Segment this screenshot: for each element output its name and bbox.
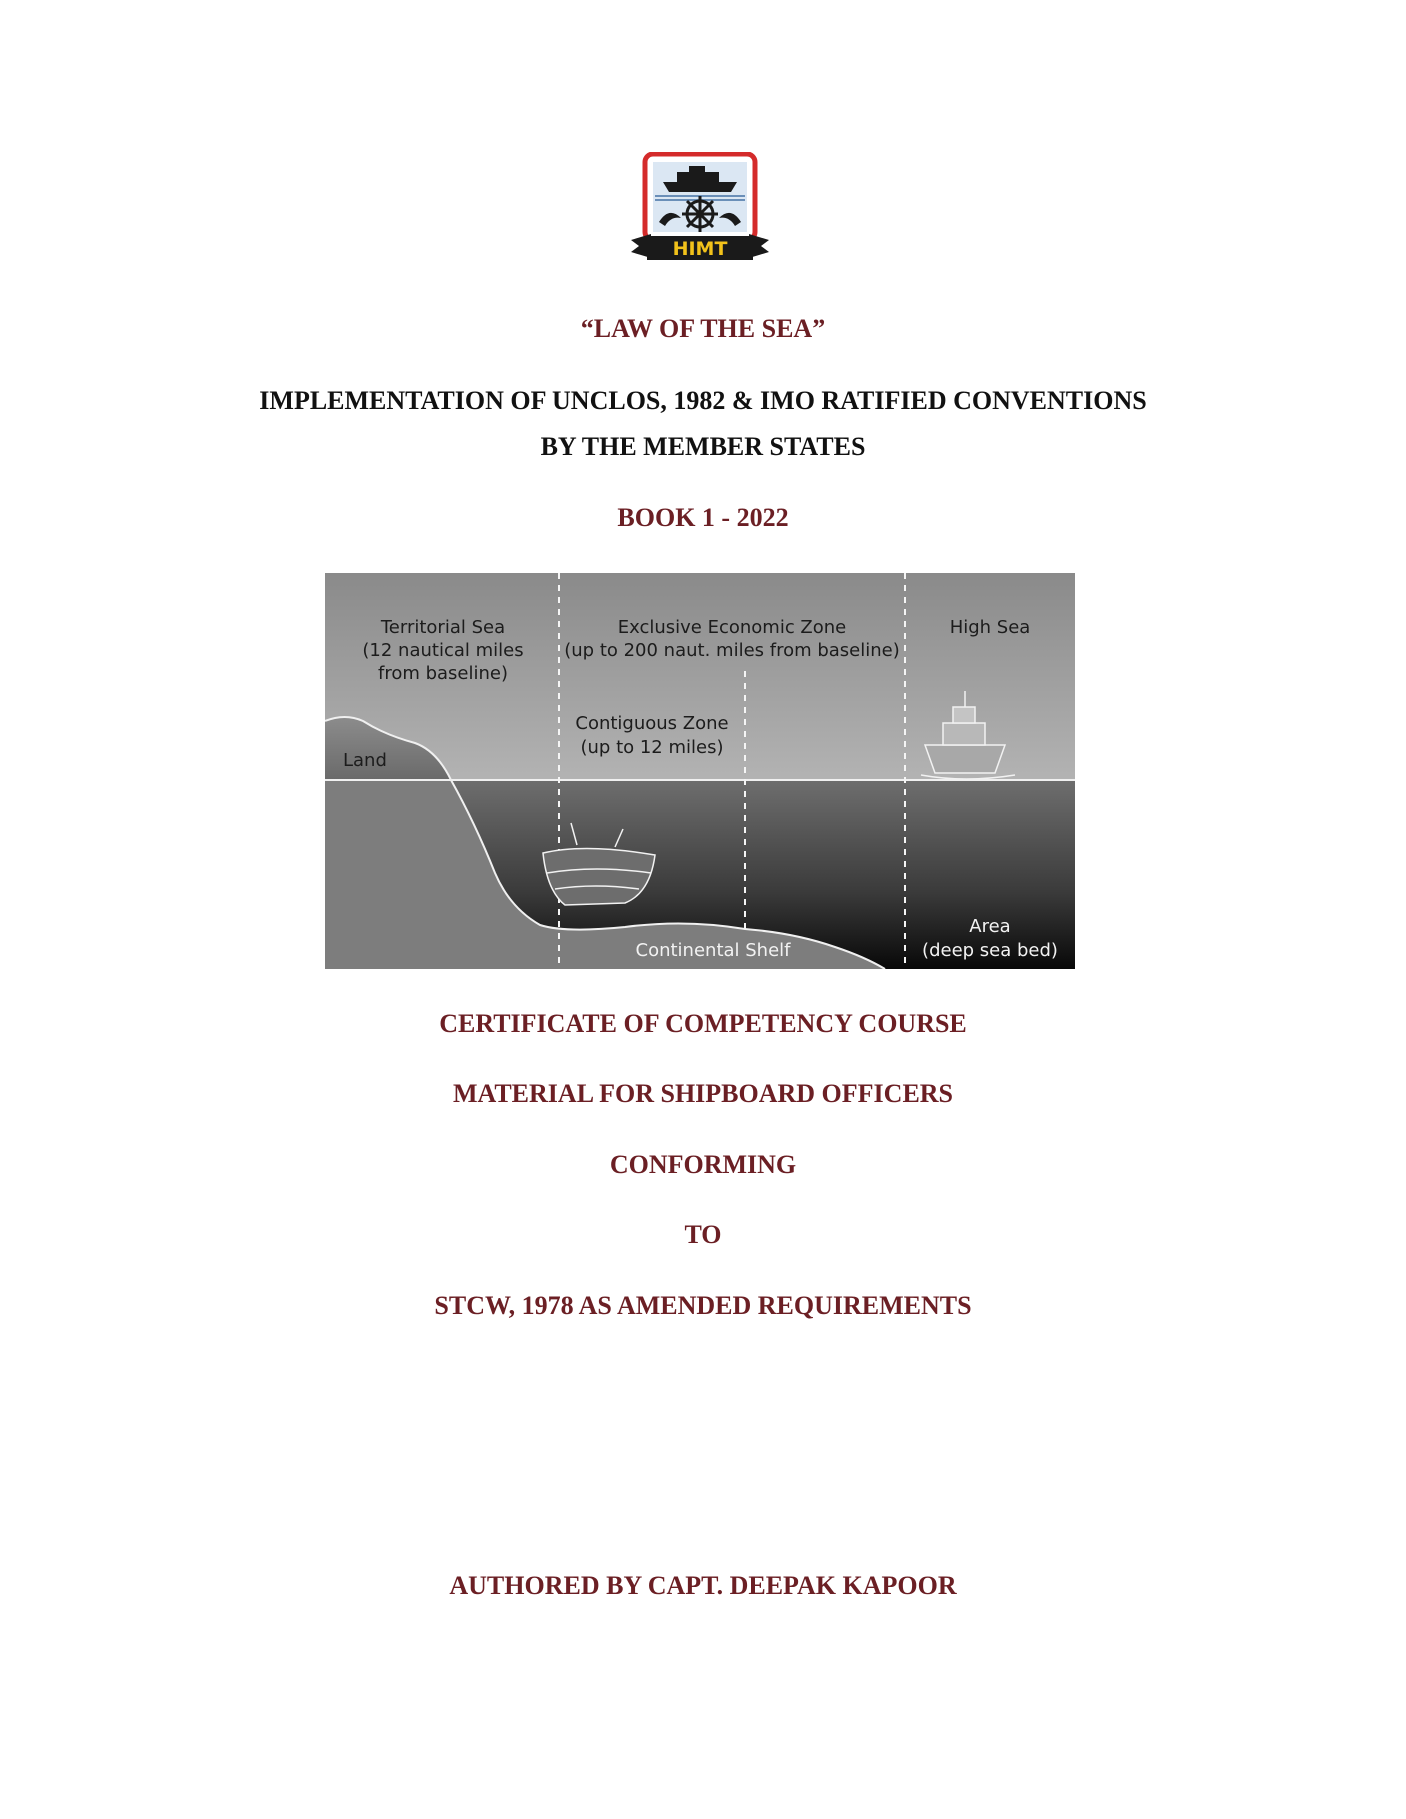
- maritime-zones-diagram: [325, 573, 1075, 969]
- course-line-5: STCW, 1978 AS AMENDED REQUIREMENTS: [434, 1291, 972, 1320]
- continental-shelf-label: Continental Shelf: [635, 940, 791, 961]
- himt-logo-icon: [629, 152, 771, 264]
- document-title: “LAW OF THE SEA”: [580, 314, 826, 343]
- contiguous-zone-detail: (up to 12 miles): [580, 737, 724, 758]
- territorial-sea-detail-2: from baseline): [377, 663, 509, 684]
- course-line-2: MATERIAL FOR SHIPBOARD OFFICERS: [452, 1079, 954, 1108]
- eez-detail: (up to 200 naut. miles from baseline): [564, 640, 900, 661]
- territorial-sea-label: Territorial Sea: [380, 617, 506, 638]
- subtitle-line-2: BY THE MEMBER STATES: [540, 432, 866, 461]
- course-line-4: TO: [684, 1220, 722, 1249]
- book-edition: BOOK 1 - 2022: [617, 503, 789, 532]
- land-label: Land: [343, 750, 387, 771]
- subtitle-line-1: IMPLEMENTATION OF UNCLOS, 1982 & IMO RATIFIED CONVENTIONS: [259, 386, 1147, 415]
- area-label: Area: [969, 916, 1011, 937]
- svg-text:HIMT: HIMT: [672, 238, 728, 260]
- high-sea-label: High Sea: [949, 617, 1031, 638]
- course-line-3: CONFORMING: [609, 1150, 797, 1179]
- contiguous-zone-label: Contiguous Zone: [575, 713, 729, 734]
- eez-label: Exclusive Economic Zone: [617, 617, 847, 638]
- author-line: AUTHORED BY CAPT. DEEPAK KAPOOR: [449, 1571, 957, 1600]
- territorial-sea-detail-1: (12 nautical miles: [362, 640, 524, 661]
- course-line-1: CERTIFICATE OF COMPETENCY COURSE: [439, 1009, 967, 1038]
- area-detail: (deep sea bed): [922, 940, 1058, 961]
